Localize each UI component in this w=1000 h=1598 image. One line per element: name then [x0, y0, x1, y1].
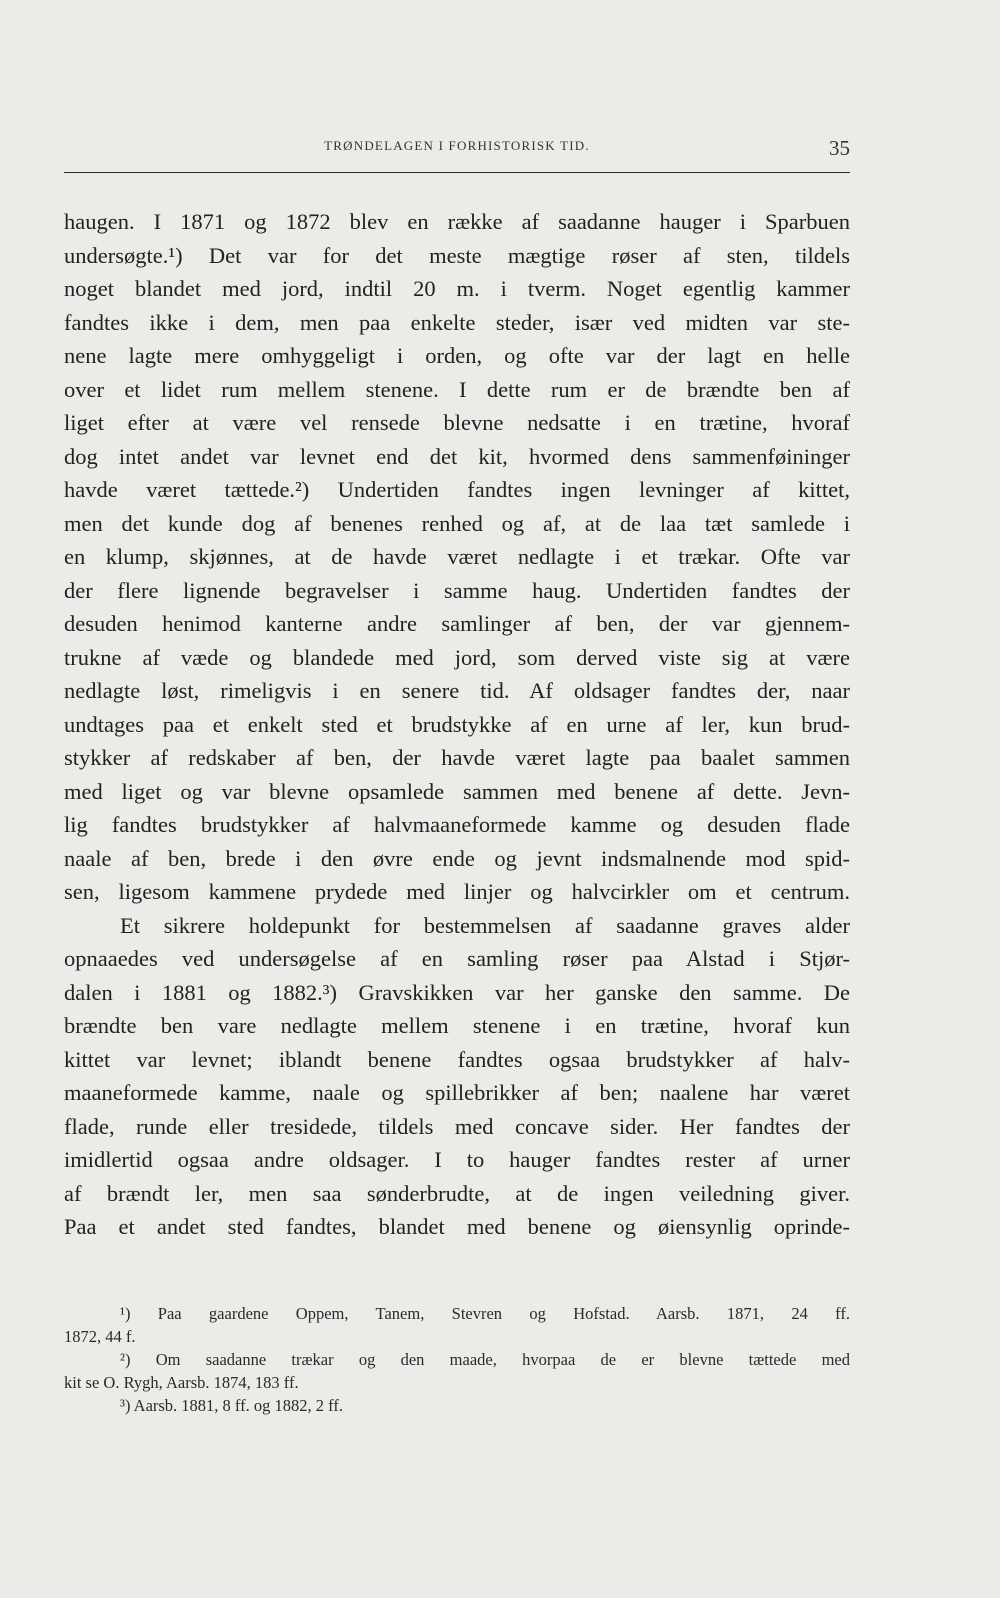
- footnote-1: ¹) Paa gaardene Oppem, Tanem, Stevren og Hofstad. Aarsb. 1871, 24 ff.: [120, 1304, 850, 1323]
- text-line: noget blandet med jord, indtil 20 m. i tverm. Noget egentlig kammer: [64, 276, 850, 301]
- text-line: undersøgte.¹) Det var for det meste mægtige røser af sten, tildels: [64, 242, 850, 268]
- text-line: imidlertid ogsaa andre oldsager. I to hauger fandtes rester af urner: [64, 1147, 850, 1172]
- text-line: fandtes ikke i dem, men paa enkelte steder, især ved midten var ste-: [64, 309, 850, 335]
- text-line: af brændt ler, men saa sønderbrudte, at de ingen veiledning giver.: [64, 1180, 850, 1206]
- text-line: desuden henimod kanterne andre samlinger af ben, der var gjennem-: [64, 611, 850, 636]
- paragraph-first-line: Et sikrere holdepunkt for bestemmelsen af saadanne graves alder: [120, 912, 850, 938]
- body-text: [64, 205, 850, 1244]
- text-line: Paa et andet sted fandtes, blandet med benene og øiensynlig oprinde-: [64, 1214, 850, 1239]
- footnote-1-continued: 1872, 44 f.: [64, 1327, 136, 1346]
- footnote-2: ²) Om saadanne trækar og den maade, hvorpaa de er blevne tættede med: [120, 1350, 850, 1369]
- text-line: dog intet andet var levnet end det kit, hvormed dens sammenføininger: [64, 443, 850, 469]
- text-line: maaneformede kamme, naale og spillebrikker af ben; naalene har været: [64, 1080, 850, 1105]
- text-line: nene lagte mere omhyggeligt i orden, og ofte var der lagt en helle: [64, 343, 850, 368]
- text-line: over et lidet rum mellem stenene. I dette rum er de brændte ben af: [64, 376, 850, 402]
- text-line: opnaaedes ved undersøgelse af en samling røser paa Alstad i Stjør-: [64, 946, 850, 971]
- running-title: TRØNDELAGEN I FORHISTORISK TID.: [324, 138, 590, 153]
- text-line: trukne af væde og blandede med jord, som derved viste sig at være: [64, 644, 850, 670]
- text-line: en klump, skjønnes, at de havde været nedlagte i et trækar. Ofte var: [64, 544, 850, 569]
- page-number: 35: [829, 136, 850, 160]
- text-line: brændte ben vare nedlagte mellem stenene i en trætine, hvoraf kun: [64, 1013, 850, 1038]
- text-line: havde været tættede.²) Undertiden fandtes ingen levninger af kittet,: [64, 477, 850, 502]
- text-line: liget efter at være vel rensede blevne nedsatte i en trætine, hvoraf: [64, 410, 850, 435]
- text-line: men det kunde dog af benenes renhed og af, at de laa tæt samlede i: [64, 510, 850, 536]
- footnotes: [64, 1302, 850, 1417]
- text-line: haugen. I 1871 og 1872 blev en række af saadanne hauger i Sparbuen: [64, 209, 850, 234]
- text-line: med liget og var blevne opsamlede sammen med benene af dette. Jevn-: [64, 778, 850, 804]
- text-line: stykker af redskaber af ben, der havde været lagte paa baalet sammen: [64, 745, 850, 770]
- text-line: naale af ben, brede i den øvre ende og jevnt indsmalnende mod spid-: [64, 845, 850, 871]
- text-line: lig fandtes brudstykker af halvmaaneformede kamme og desuden flade: [64, 812, 850, 837]
- footnote-3: ³) Aarsb. 1881, 8 ff. og 1882, 2 ff.: [120, 1396, 343, 1415]
- text-line: flade, runde eller tresidede, tildels med concave sider. Her fandtes der: [64, 1113, 850, 1139]
- text-line: kittet var levnet; iblandt benene fandtes ogsaa brudstykker af halv-: [64, 1046, 850, 1072]
- text-line: nedlagte løst, rimeligvis i en senere tid. Af oldsager fandtes der, naar: [64, 678, 850, 703]
- running-header: [64, 136, 850, 173]
- text-line: dalen i 1881 og 1882.³) Gravskikken var her ganske den samme. De: [64, 979, 850, 1005]
- footnote-2-continued: kit se O. Rygh, Aarsb. 1874, 183 ff.: [64, 1373, 299, 1392]
- text-line: sen, ligesom kammene prydede med linjer og halvcirkler om et centrum.: [64, 879, 850, 904]
- text-line: der flere lignende begravelser i samme haug. Undertiden fandtes der: [64, 577, 850, 603]
- text-line: undtages paa et enkelt sted et brudstykke af en urne af ler, kun brud-: [64, 711, 850, 737]
